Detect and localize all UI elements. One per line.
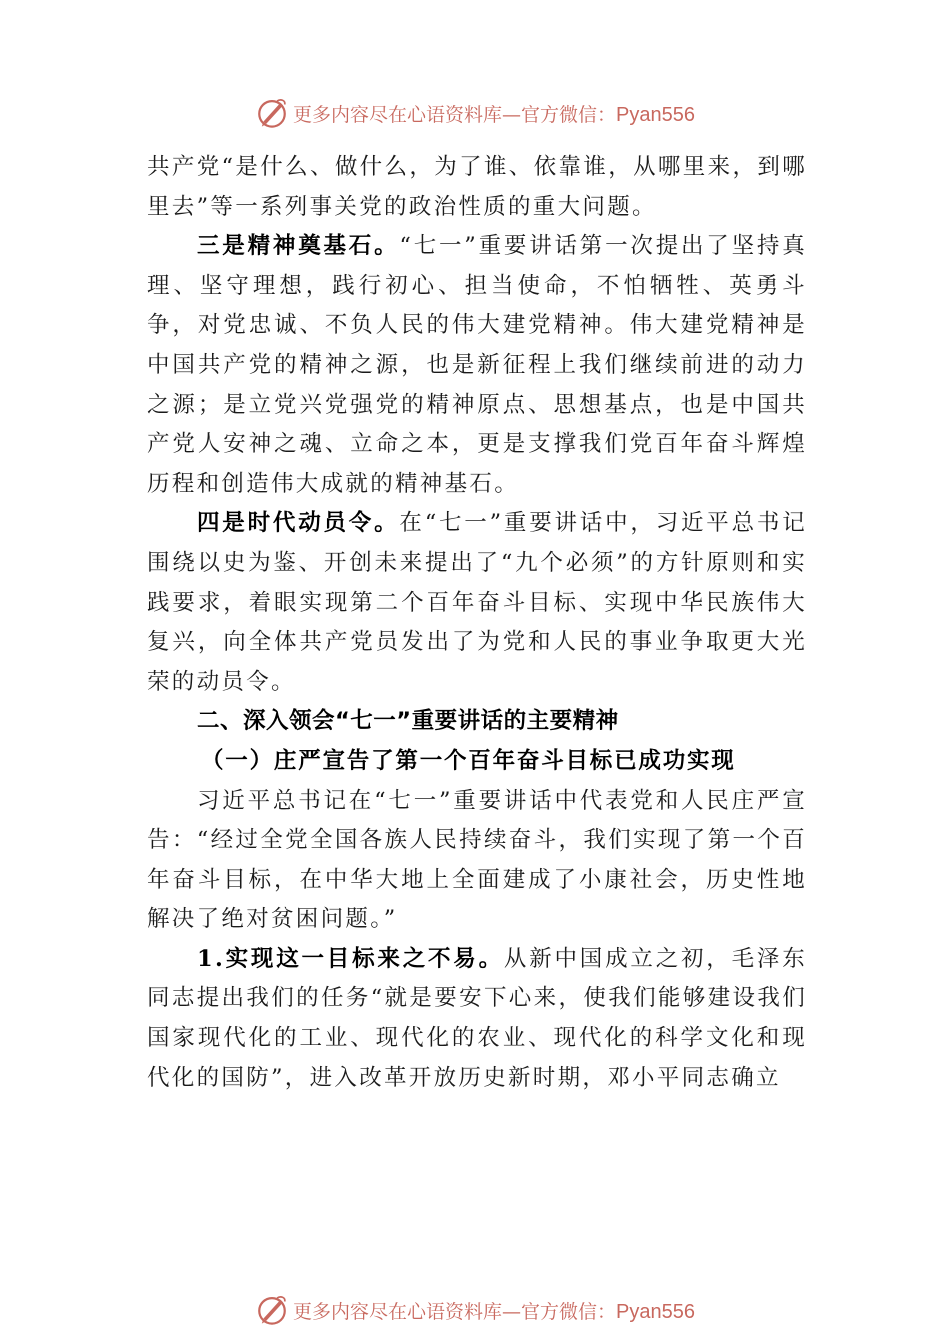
document-body — [147, 148, 807, 1098]
subsection-heading: （一）庄严宣告了第一个百年奋斗目标已成功实现 — [201, 747, 736, 774]
footer-official: 官方微信： — [521, 1300, 617, 1323]
footer-banner-text — [293, 1297, 695, 1324]
paragraph-2 — [147, 227, 807, 504]
footer-banner — [0, 1290, 950, 1330]
header-separator: — — [502, 103, 522, 126]
section-heading: 二、深入领会“七一”重要讲话的主要精神 — [197, 708, 619, 735]
paragraph-1: 共产党“是什么、做什么，为了谁、依靠谁，从哪里来，到哪里去”等一系列事关党的政治性质的重大问题。 — [147, 154, 807, 220]
header-banner-text — [293, 100, 695, 127]
paragraph-5 — [147, 940, 807, 1098]
footer-wechat-id: Pyan556 — [616, 1300, 695, 1323]
paragraph-5-lead: 1.实现这一目标来之不易。 — [197, 945, 504, 972]
pen-circle-logo-icon — [255, 96, 289, 130]
header-official: 官方微信： — [521, 103, 617, 126]
pen-circle-logo-icon — [255, 1293, 289, 1327]
paragraph-3 — [147, 504, 807, 702]
header-brand: 更多内容尽在心语资料库 — [293, 103, 503, 126]
paragraph-2-lead: 三是精神奠基石。 — [197, 233, 400, 260]
paragraph-3-lead: 四是时代动员令。 — [197, 510, 400, 537]
paragraph-2-text: “七一”重要讲话第一次提出了坚持真理、坚守理想，践行初心、担当使命，不怕牺牲、英勇斗争，对党忠诚、不负人民的伟大建党精神。伟大建党精神是中国共产党的精神之源，也是新征程上我们继续前进的动力之源；是立党兴党强党的精神原点、思想基点，也是中国共产党人安神之魂、立命之本，更是支撑我们党百年奋斗辉煌历程和创造伟大成就的精神基石。 — [147, 233, 808, 497]
footer-brand: 更多内容尽在心语资料库 — [293, 1300, 503, 1323]
header-wechat-id: Pyan556 — [616, 103, 695, 126]
paragraph-5-text: 从新中国成立之初，毛泽东同志提出我们的任务“就是要安下心来，使我们能够建设我们国家现代化的工业、现代化的农业、现代化的科学文化和现代化的国防”，进入改革开放历史新时期，邓小平同志确立 — [147, 945, 807, 1091]
paragraph-4: 习近平总书记在“七一”重要讲话中代表党和人民庄严宣告：“经过全党全国各族人民持续奋斗，我们实现了第一个百年奋斗目标，在中华大地上全面建成了小康社会，历史性地解决了绝对贫困问题。” — [147, 787, 807, 933]
header-banner — [0, 93, 950, 133]
paragraph-3-text: 在“七一”重要讲话中，习近平总书记围绕以史为鉴、开创未来提出了“九个必须”的方针原则和实践要求，着眼实现第二个百年奋斗目标、实现中华民族伟大复兴，向全体共产党员发出了为党和人民的事业争取更大光荣的动员令。 — [147, 510, 808, 695]
footer-separator: — — [502, 1300, 522, 1323]
